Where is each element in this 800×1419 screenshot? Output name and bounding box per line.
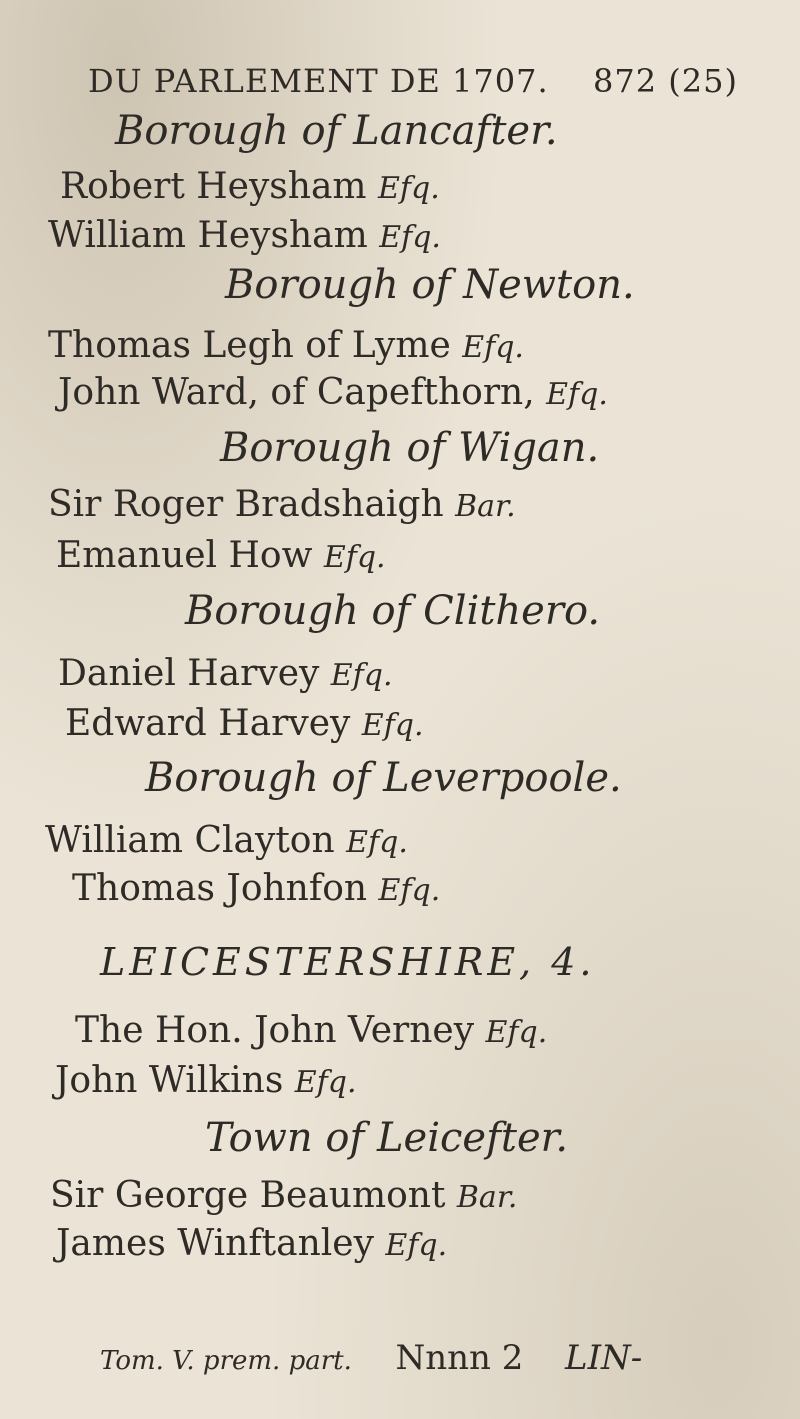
member-name: William Heysham [48, 215, 380, 256]
member-name: John Ward, of Capefthorn, [58, 372, 547, 413]
borough-heading: Borough of Newton. [225, 262, 635, 308]
member-entry [48, 484, 516, 525]
member-entry [58, 372, 608, 413]
running-title: DU PARLEMENT DE 1707. [88, 62, 549, 100]
page-footer [100, 1338, 642, 1378]
member-title: Efq. [346, 825, 408, 860]
member-title: Efq. [330, 658, 393, 693]
member-title: Bar. [455, 489, 516, 524]
member-name: Robert Heysham [60, 166, 378, 207]
member-entry [56, 535, 386, 576]
page-header [88, 62, 738, 100]
borough-heading: Borough of Clithero. [185, 588, 601, 634]
member-entry [56, 1223, 447, 1264]
member-title: Bar. [456, 1180, 518, 1215]
member-entry [55, 1060, 357, 1101]
member-name: Sir Roger Bradshaigh [48, 484, 456, 525]
member-name: John Wilkins [55, 1060, 295, 1101]
member-title: Efq. [385, 1228, 448, 1263]
borough-heading: Borough of Lancafter. [115, 108, 558, 154]
member-entry [48, 325, 524, 366]
member-entry [75, 1010, 547, 1051]
member-name: Emanuel How [56, 535, 324, 576]
member-name: Thomas Johnfon [72, 868, 379, 909]
borough-heading: Borough of Leverpoole. [145, 755, 622, 801]
member-name: Thomas Legh of Lyme [48, 325, 463, 366]
member-name: Daniel Harvey [58, 653, 331, 694]
member-name: Sir George Beaumont [50, 1175, 457, 1216]
town-heading: Town of Leicefter. [205, 1115, 569, 1161]
member-name: James Winftanley [56, 1223, 386, 1264]
member-title: Efq. [546, 377, 608, 412]
member-name: Edward Harvey [65, 703, 362, 744]
member-title: Efq. [485, 1015, 548, 1050]
member-title: Efq. [378, 873, 441, 908]
catchword: LIN- [565, 1338, 643, 1378]
page-number: 872 (25) [592, 62, 738, 100]
signature-mark: Nnnn 2 [395, 1338, 524, 1378]
member-entry [45, 820, 408, 861]
member-title: Efq. [323, 540, 386, 575]
member-title: Efq. [294, 1065, 357, 1100]
member-entry [60, 166, 440, 207]
borough-heading: Borough of Wigan. [220, 425, 600, 471]
member-title: Efq. [378, 171, 440, 206]
member-name: William Clayton [45, 820, 347, 861]
member-entry [72, 868, 440, 909]
volume-mark: Tom. V. prem. part. [100, 1346, 352, 1376]
member-name: The Hon. John Verney [75, 1010, 486, 1051]
county-heading: LEICESTERSHIRE, 4. [100, 940, 596, 984]
member-title: Efq. [361, 708, 424, 743]
member-entry [58, 653, 393, 694]
member-entry [50, 1175, 517, 1216]
member-title: Efq. [462, 330, 524, 365]
member-entry [48, 215, 441, 256]
member-title: Efq. [379, 220, 441, 255]
member-entry [65, 703, 424, 744]
